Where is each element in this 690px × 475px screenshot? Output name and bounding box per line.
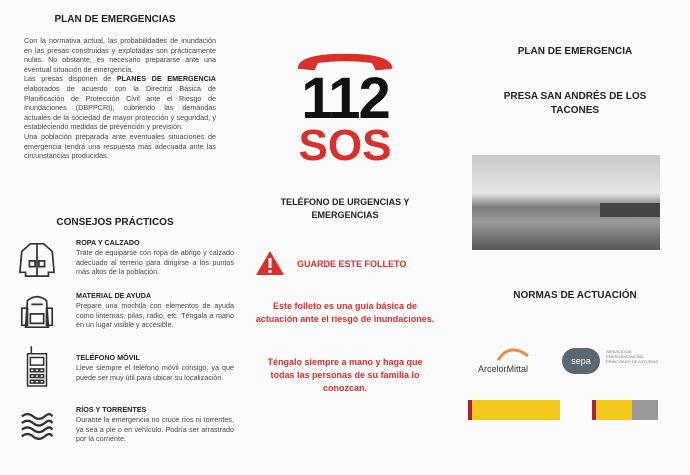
intro-p3: Una población preparada ante eventuales situaciones de emergencia tendrá una respuesta más adecuada ante las circunstancias producidas. xyxy=(24,131,216,161)
arcelormittal-text: ArcelorMittal xyxy=(478,364,529,374)
right-panel xyxy=(460,0,690,475)
sepa-logo xyxy=(558,346,668,378)
backpack-icon xyxy=(18,293,56,331)
dam-photo xyxy=(472,155,660,250)
mobile-phone-icon xyxy=(18,345,56,389)
tip-title: RÍOS Y TORRENTES xyxy=(76,405,147,414)
tip-title: TELÉFONO MÓVIL xyxy=(76,353,140,362)
intro-p1: Con la normativa actual, las probabilidades de inundación en las presas construidas y explotadas son prácticamente nulas. No obstante, es necesario prepararse ante una eventual situación de emergencia. xyxy=(24,36,216,74)
tip-title: ROPA Y CALZADO xyxy=(76,238,140,247)
plan-title: PLAN DE EMERGENCIAS xyxy=(54,14,176,25)
tip-material xyxy=(18,291,234,341)
tip-phone xyxy=(18,353,234,403)
dam-name: PRESA SAN ANDRÉS DE LOS TACONES xyxy=(503,91,647,116)
phone-title: TELÉFONO DE URGENCIAS Y EMERGENCIAS xyxy=(280,197,410,220)
guide-text: Este folleto es una guía básica de actuación ante el riesgo de inundaciones. xyxy=(255,301,435,324)
normas-title: NORMAS DE ACTUACIÓN xyxy=(513,290,637,301)
sepa-text: sepa xyxy=(562,348,600,374)
warning-icon xyxy=(255,250,285,276)
intro-text xyxy=(24,36,216,161)
jacket-icon xyxy=(18,240,56,278)
ministry-logo-grey xyxy=(632,400,658,420)
arcelormittal-logo xyxy=(474,344,544,380)
tip-text: Lleve siempre el teléfono móvil consigo, ya que puede ser muy útil para ubicar su localización. xyxy=(76,363,234,382)
sos-text: SOS xyxy=(298,121,392,170)
tip-text: Trate de equiparse con ropa de abrigo y calzado adecuado al terreno para dirigirse a los puntos más altos de la población. xyxy=(76,248,234,277)
ministry-logo xyxy=(592,400,636,420)
tip-title: MATERIAL DE AYUDA xyxy=(76,291,152,300)
intro-p2: Las presas disponen de PLANES DE EMERGENCIA elaborados de acuerdo con la Directriz Básica de Planificación de Protección Civil ante el Riesgo de Inundaciones (DBPPCRI), cubriendo las demandas actuales de la sociedad de mayor protección y seguridad, y estableciendo medidas de prevención y previsión. xyxy=(24,74,216,132)
waves-icon xyxy=(18,407,56,445)
cover-title: PLAN DE EMERGENCIA xyxy=(517,46,633,57)
middle-panel xyxy=(230,0,460,475)
warning-row xyxy=(255,250,455,276)
tip-rivers xyxy=(18,405,234,455)
warning-text: GUARDE ESTE FOLLETO xyxy=(297,259,407,269)
government-logo xyxy=(468,400,560,420)
tip-text: Durante la emergencia no cruce ríos ni torrentes, ya sea a pie o en vehículo. Podría ser arrastrado por la corriente. xyxy=(76,415,234,444)
keep-text: Téngalo siempre a mano y haga que todas las personas de su familia lo conozcan. xyxy=(267,357,423,393)
tip-text: Prepare una mochila con elementos de ayuda como linternas, pilas, radio, etc. Téngala a mano en un lugar visible y accesible. xyxy=(76,301,234,330)
tip-clothing xyxy=(18,238,234,288)
emergency-number: 112 xyxy=(301,66,389,131)
left-panel xyxy=(0,0,234,475)
tips-title: CONSEJOS PRÁCTICOS xyxy=(56,217,174,228)
sepa-subtitle: SERVICIO DE EMERGENCIAS DEL PRINCIPADO DE ASTURIAS xyxy=(606,349,659,364)
